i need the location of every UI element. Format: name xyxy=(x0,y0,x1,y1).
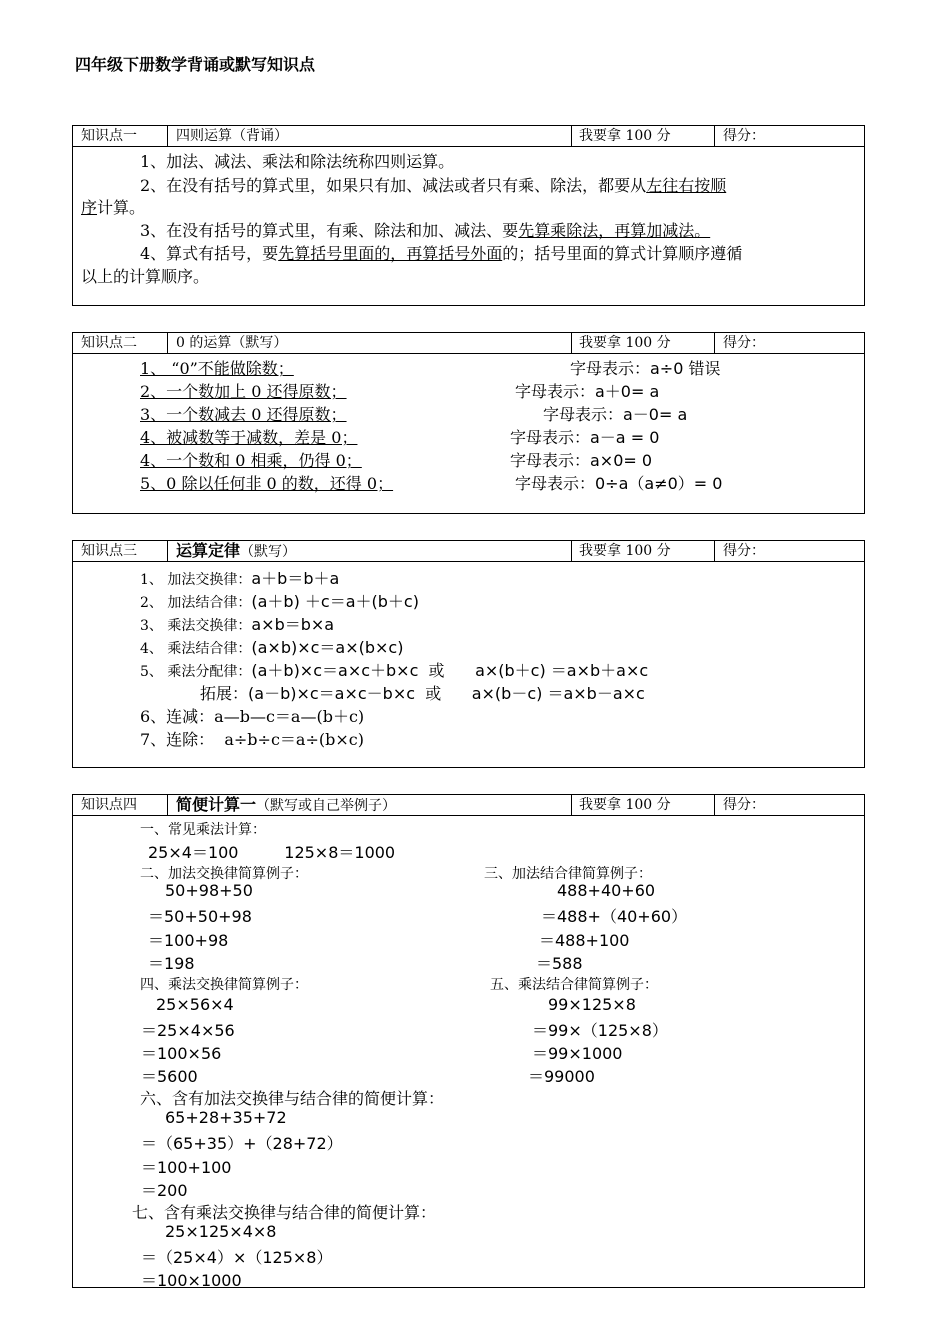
example-line: ＝25×4×56 xyxy=(141,1021,235,1040)
zero-rule-text: 3、一个数减去 0 还得原数； xyxy=(140,405,347,424)
zero-rule-row xyxy=(140,425,685,448)
example-heading-4: 四、乘法交换律简算例子： xyxy=(140,977,308,993)
kp1-rule-3 xyxy=(140,218,710,241)
knowledge-point-2-header xyxy=(73,333,864,354)
kp3-label: 知识点三 xyxy=(81,543,137,559)
kp1-score-field[interactable]: 得分： xyxy=(723,128,765,144)
knowledge-point-2-box xyxy=(72,332,865,514)
example-line: 99×125×8 xyxy=(548,995,636,1014)
example-line: 25×56×4 xyxy=(156,995,234,1014)
kp1-label: 知识点一 xyxy=(81,128,137,144)
kp1-goal: 我要拿 100 分 xyxy=(579,128,671,144)
zero-rule-formula: 字母表示：a－a = 0 xyxy=(510,428,660,447)
document-title: 四年级下册数学背诵或默写知识点 xyxy=(75,55,316,74)
zero-rule-text: 4、被减数等于减数，差是 0； xyxy=(140,428,358,447)
header-divider xyxy=(571,795,572,816)
example-line: ＝（25×4）×（125×8） xyxy=(141,1248,333,1267)
header-divider xyxy=(167,795,168,816)
example-line: ＝100×56 xyxy=(141,1044,222,1063)
law-formula: (a＋b) ＋c＝a＋(b＋c) xyxy=(251,592,419,611)
example-line: ＝5600 xyxy=(141,1067,198,1086)
kp3-topic xyxy=(176,541,296,561)
law-name: 3、 乘法交换律： xyxy=(140,618,252,634)
example-line: 50+98+50 xyxy=(165,881,253,900)
zero-rule-row xyxy=(140,379,677,402)
law-name: 2、 加法结合律： xyxy=(140,595,252,611)
example-line: 488+40+60 xyxy=(557,881,656,900)
header-divider xyxy=(714,541,715,562)
zero-rule-formula: 字母表示：a－0= a xyxy=(543,405,688,424)
header-divider xyxy=(714,795,715,816)
kp1-rule-2-text: 2、在没有括号的算式里，如果只有加、减法或者只有乘、除法，都要从 xyxy=(140,176,647,195)
zero-rule-text: 5、0 除以任何非 0 的数，还得 0； xyxy=(140,474,394,493)
example-line: 25×4＝100 125×8＝1000 xyxy=(148,843,396,862)
zero-rule-row xyxy=(140,471,750,494)
kp3-score-field[interactable]: 得分： xyxy=(723,543,765,559)
kp2-topic: 0 的运算（默写） xyxy=(176,335,288,351)
knowledge-point-1-box xyxy=(72,125,865,306)
example-line: ＝（65+35）+（28+72） xyxy=(141,1134,343,1153)
header-divider xyxy=(714,126,715,147)
knowledge-point-3-header xyxy=(73,541,864,562)
kp1-rule-2 xyxy=(140,173,726,196)
example-line: ＝200 xyxy=(141,1181,188,1200)
law-name: 5、 乘法分配律： xyxy=(140,664,252,680)
kp3-goal: 我要拿 100 分 xyxy=(579,543,671,559)
law-extension-label: 拓展： xyxy=(200,684,249,703)
kp1-rule-2-cont xyxy=(81,195,145,218)
example-heading-5: 五、乘法结合律简算例子： xyxy=(490,977,658,993)
example-line: 65+28+35+72 xyxy=(165,1108,287,1127)
law-row xyxy=(140,589,419,612)
example-line: ＝100×1000 xyxy=(141,1271,242,1290)
kp1-rule-4-underlined: 先算括号里面的，再算括号外面 xyxy=(278,244,503,263)
kp2-goal: 我要拿 100 分 xyxy=(579,335,671,351)
kp4-topic-bold: 简便计算一 xyxy=(176,795,257,814)
kp3-topic-bold: 运算定律 xyxy=(176,541,241,560)
kp1-rule-4-cont: 以上的计算顺序。 xyxy=(81,267,210,286)
kp1-topic: 四则运算（背诵） xyxy=(176,128,288,144)
example-line: ＝100+100 xyxy=(141,1158,232,1177)
law-row xyxy=(140,566,339,589)
kp1-rule-2-underlined-cont: 序 xyxy=(81,198,98,217)
zero-rule-text: 4、一个数和 0 相乘，仍得 0； xyxy=(140,451,362,470)
law-formula: (a×b)×c＝a×(b×c) xyxy=(251,638,404,657)
example-line: 25×125×4×8 xyxy=(165,1222,277,1241)
header-divider xyxy=(167,333,168,354)
knowledge-point-1-header xyxy=(73,126,864,147)
kp1-rule-4-text: 4、算式有括号，要 xyxy=(140,244,279,263)
kp2-score-field[interactable]: 得分： xyxy=(723,335,765,351)
law-formula: a×b＝b×a xyxy=(251,615,335,634)
zero-rule-row xyxy=(140,448,667,471)
example-line: ＝488+100 xyxy=(539,931,630,950)
kp1-rule-4-end: 的；括号里面的算式计算顺序遵循 xyxy=(502,244,743,263)
header-divider xyxy=(714,333,715,354)
knowledge-point-3-box xyxy=(72,540,865,768)
example-line: ＝99000 xyxy=(528,1067,595,1086)
law-formula: (a＋b)×c＝a×c＋b×c 或 a×(b＋c) ＝a×b＋a×c xyxy=(251,661,649,680)
header-divider xyxy=(167,126,168,147)
kp1-rule-3-underlined: 先算乘除法，再算加减法。 xyxy=(518,221,711,240)
example-line: ＝99×（125×8） xyxy=(532,1021,668,1040)
kp2-label: 知识点二 xyxy=(81,335,137,351)
kp1-rule-4 xyxy=(140,241,742,264)
law-name: 1、 加法交换律： xyxy=(140,572,252,588)
example-line: ＝198 xyxy=(148,954,195,973)
law-name: 4、 乘法结合律： xyxy=(140,641,252,657)
header-divider xyxy=(571,126,572,147)
zero-rule-text: 1、 “0”不能做除数； xyxy=(140,359,294,378)
zero-rule-row xyxy=(140,356,740,379)
kp1-rule-2-underlined: 左往右按顺 xyxy=(646,176,727,195)
law-extension-row xyxy=(200,681,645,704)
law-row xyxy=(140,612,334,635)
law-row xyxy=(140,635,403,658)
kp1-rule-1: 1、加法、减法、乘法和除法统称四则运算。 xyxy=(140,152,455,171)
zero-rule-formula: 字母表示：0÷a（a≠0）= 0 xyxy=(515,474,723,493)
zero-rule-formula: 字母表示：a×0= 0 xyxy=(510,451,653,470)
law-row-6: 6、连减：a—b—c＝a—(b＋c) xyxy=(140,707,365,726)
header-divider xyxy=(167,541,168,562)
header-divider xyxy=(571,541,572,562)
law-row xyxy=(140,658,648,681)
example-line: ＝99×1000 xyxy=(532,1044,623,1063)
zero-rule-row xyxy=(140,402,706,425)
kp3-topic-rest: （默写） xyxy=(240,544,297,560)
law-row-7: 7、连除： a÷b÷c＝a÷(b×c) xyxy=(140,730,364,749)
example-heading-1: 一、常见乘法计算： xyxy=(140,822,266,838)
example-heading-7: 七、含有乘法交换律与结合律的简便计算： xyxy=(132,1203,437,1222)
kp4-score-field[interactable]: 得分： xyxy=(723,797,765,813)
example-heading-3: 三、加法结合律简算例子： xyxy=(484,866,652,882)
kp4-goal: 我要拿 100 分 xyxy=(579,797,671,813)
kp1-rule-2-end: 计算。 xyxy=(97,198,146,217)
example-line: ＝50+50+98 xyxy=(148,907,252,926)
example-heading-6: 六、含有加法交换律与结合律的简便计算： xyxy=(140,1089,445,1108)
kp1-rule-3-text: 3、在没有括号的算式里，有乘、除法和加、减法、要 xyxy=(140,221,519,240)
kp4-topic xyxy=(176,795,396,815)
zero-rule-text: 2、一个数加上 0 还得原数； xyxy=(140,382,347,401)
knowledge-point-4-box xyxy=(72,794,865,1288)
example-line: ＝588 xyxy=(536,954,583,973)
law-formula: a＋b＝b＋a xyxy=(251,569,340,588)
header-divider xyxy=(571,333,572,354)
kp4-label: 知识点四 xyxy=(81,797,137,813)
zero-rule-formula: 字母表示：a＋0= a xyxy=(515,382,660,401)
example-line: ＝100+98 xyxy=(148,931,229,950)
example-line: ＝488+（40+60） xyxy=(541,907,688,926)
zero-rule-formula: 字母表示：a÷0 错误 xyxy=(570,359,721,378)
law-extension-formula: (a－b)×c＝a×c－b×c 或 a×(b－c) ＝a×b－a×c xyxy=(248,684,645,703)
example-heading-2: 二、加法交换律简算例子： xyxy=(140,866,308,882)
kp4-topic-rest: （默写或自己举例子） xyxy=(256,798,397,814)
knowledge-point-4-header xyxy=(73,795,864,816)
